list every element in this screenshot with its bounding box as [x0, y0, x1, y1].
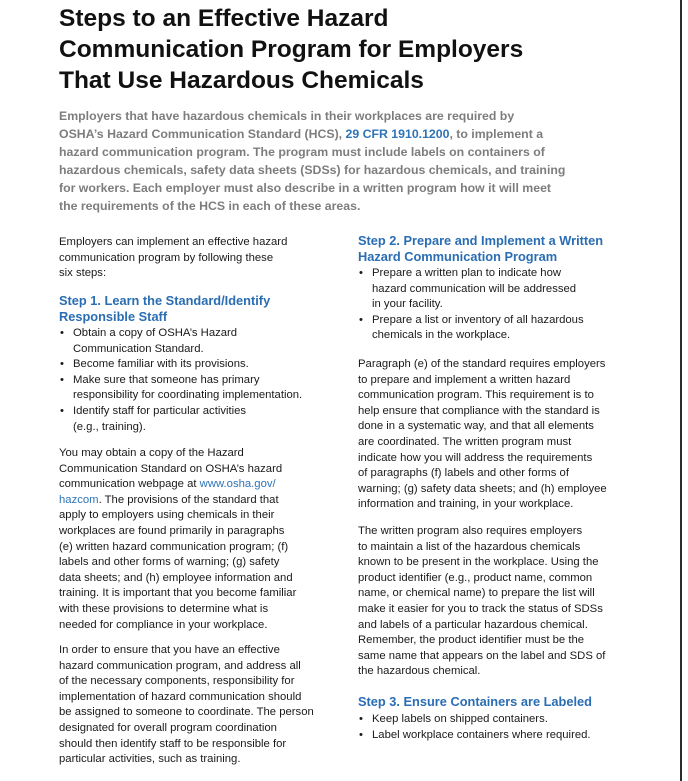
step1-bullet-list [59, 326, 302, 435]
step1-heading: Step 1. Learn the Standard/Identify Responsible Staff [59, 293, 271, 324]
title-line-3: That Use Hazardous Chemicals [59, 67, 424, 94]
osha-hazcom-link-continued[interactable]: hazcom [59, 493, 99, 506]
list-item: • Obtain a copy of OSHA’s Hazard Communication Standard. [59, 326, 302, 357]
list-item: • Identify staff for particular activities (e.g., training). [59, 404, 302, 435]
list-item: • Prepare a list or inventory of all hazardous chemicals in the workplace. [358, 313, 584, 344]
title-line-1: Steps to an Effective Hazard [59, 5, 389, 32]
osha-hazcom-link[interactable]: www.osha.gov/ [199, 478, 276, 491]
step2-bullet-list [358, 266, 584, 344]
coordination-paragraph: In order to ensure that you have an effective hazard communication program, and address all of the necessary components, responsibility for implementation of hazard communication should be assigned to someone to coordinate. The person designated for overall program coordination should then identify staff to be responsible for particular activities, such as training. [59, 644, 314, 766]
written-program-paragraph: Paragraph (e) of the standard requires employers to prepare and implement a written hazard communication program. This requirement is to help ensure that compliance with the standard is done in a systematic way, and that all elements are coordinated. The written program must indicate how you will address the requirements of paragraphs (f) labels and other forms of warning; (g) safety data sheets; and (h) employee information and training, in your workplace. [358, 358, 607, 511]
title-line-2: Communication Program for Employers [59, 36, 524, 63]
list-item: • Make sure that someone has primary responsibility for coordinating implementation. [59, 373, 302, 404]
list-item: • Label workplace containers where required. [358, 728, 591, 744]
intro-paragraph: Employers that have hazardous chemicals in their workplaces are required by OSHA’s Hazard Communication Standard (HCS), 29 CFR 1910.1200, to implement a hazard communication program. The program must include labels on containers of hazardous chemicals, safety data sheets (SDSs) for hazardous chemicals, and training for workers. Each employer must also describe in a written program how it will meet the requirements of the HCS in each of these areas. [59, 109, 566, 213]
page-edge-border [680, 0, 682, 781]
lead-paragraph: Employers can implement an effective hazard communication program by following these six steps: [59, 236, 288, 280]
chemical-list-paragraph: The written program also requires employers to maintain a list of the hazardous chemicals known to be present in the workplace. Using the product identifier (e.g., product name, common name, or chemical name) to prepare the list will make it easier for you to track the status of SDSs and labels of a particular hazardous chemical. Remember, the product identifier must be the same name that appears on the label and SDS of the hazardous chemical. [358, 525, 606, 678]
cfr-link[interactable]: 29 CFR 1910.1200 [345, 127, 450, 141]
list-item: • Prepare a written plan to indicate how hazard communication will be addressed in your facility. [358, 266, 584, 313]
step3-heading: Step 3. Ensure Containers are Labeled [358, 694, 592, 709]
list-item: • Keep labels on shipped containers. [358, 712, 591, 728]
page-title [59, 3, 659, 96]
step2-heading: Step 2. Prepare and Implement a Written Hazard Communication Program [358, 233, 604, 264]
step3-bullet-list [358, 712, 591, 743]
list-item: • Become familiar with its provisions. [59, 357, 302, 373]
standard-copy-paragraph: You may obtain a copy of the Hazard Communication Standard on OSHA’s hazard communication webpage at www.osha.gov/ hazcom. The provisions of the standard that apply to employers using chemicals in their workplaces are found primarily in paragraphs (e) written hazard communication program; (f) labels and other forms of warning; (g) safety data sheets; and (h) employee information and training. It is important that you become familiar with these provisions to determine what is needed for compliance in your workplace. [59, 447, 297, 631]
